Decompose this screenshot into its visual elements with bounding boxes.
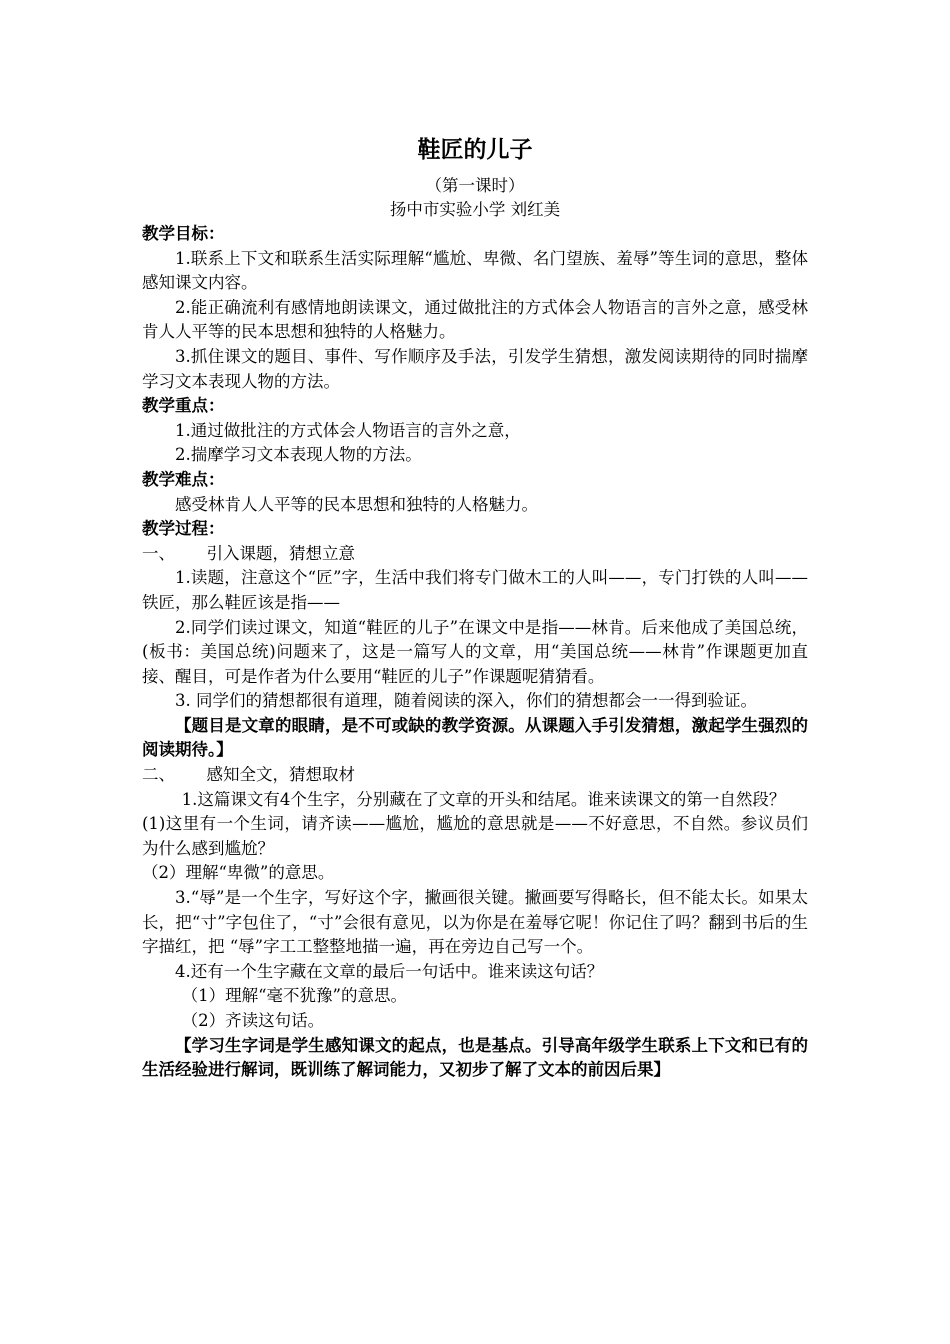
key-point-item: 2.揣摩学习文本表现人物的方法。	[175, 445, 422, 465]
teaching-note: 【学习生字词是学生感知课文的起点，也是基点。引导高年级学生联系上下文和已有的生活经验进行解词，既训练了解词能力，又初步了解了文本的前因后果】	[142, 1035, 808, 1080]
step-item: 2.同学们读过课文，知道“鞋匠的儿子”在课文中是指——林肯。后来他成了美国总统，(板书：美国总统)问题来了，这是一篇写人的文章，用“美国总统——林肯”作课题更加直接、醒目，可是作者为什么要用“鞋匠的儿子”作课题呢猜猜看。	[142, 617, 808, 686]
sub-step-item: （1）理解“毫不犹豫”的意思。	[181, 986, 407, 1006]
author-line: 扬中市实验小学 刘红美	[389, 200, 561, 219]
sub-step-item: （2）理解“卑微”的意思。	[142, 863, 335, 883]
document-title: 鞋匠的儿子	[417, 137, 533, 163]
step-item: 1.这篇课文有4个生字，分别藏在了文章的开头和结尾。谁来读课文的第一自然段？	[181, 789, 786, 809]
goal-item: 1.联系上下文和联系生活实际理解“尴尬、卑微、名门望族、羞辱”等生词的意思，整体感知课文内容。	[142, 248, 808, 293]
document-page	[142, 130, 808, 1083]
step-item: 3.“辱”是一个生字，写好这个字，撇画很关键。撇画要写得略长，但不能太长。如果太长，把“寸”字包住了，“寸”会很有意见，以为你是在羞辱它呢！你记住了吗？翻到书后的生字描红，把 “辱”字工工整整地描一遍，再在旁边自己写一个。	[142, 888, 808, 957]
sub-step-item: （2）齐读这句话。	[181, 1011, 325, 1030]
section-heading: 二、 感知全文，猜想取材	[142, 765, 355, 785]
goal-item: 3.抓住课文的题目、事件、写作顺序及手法，引发学生猜想，激发阅读期待的同时揣摩学习文本表现人物的方法。	[142, 346, 808, 391]
difficulty-text: 感受林肯人人平等的民本思想和独特的人格魅力。	[175, 494, 538, 514]
step-item: 4.还有一个生字藏在文章的最后一句话中。谁来读这句话？	[175, 961, 604, 981]
step-item: 3. 同学们的猜想都很有道理，随着阅读的深入，你们的猜想都会一一得到验证。	[175, 691, 757, 711]
lesson-period: （第一课时）	[425, 176, 525, 195]
section-heading: 一、 引入课题，猜想立意	[142, 543, 355, 563]
step-item: 1.读题，注意这个“匠”字，生活中我们将专门做木工的人叫——，专门打铁的人叫——铁匠，那么鞋匠该是指——	[142, 568, 808, 612]
key-point-item: 1.通过做批注的方式体会人物语言的言外之意，	[175, 420, 521, 440]
teaching-note: 【题目是文章的眼睛，是不可或缺的教学资源。从课题入手引发猜想，激起学生强烈的阅读期待。】	[142, 715, 808, 760]
sub-step-item: (1)这里有一个生词，请齐读——尴尬，尴尬的意思就是——不好意思，不自然。参议员们为什么感到尴尬？	[142, 814, 808, 858]
key-points-heading: 教学重点：	[142, 396, 225, 416]
process-heading: 教学过程：	[142, 519, 225, 539]
goals-heading: 教学目标：	[142, 224, 225, 243]
goal-item: 2.能正确流利有感情地朗读课文，通过做批注的方式体会人物语言的言外之意，感受林肯人人平等的民本思想和独特的人格魅力。	[142, 297, 808, 342]
difficulty-heading: 教学难点：	[142, 469, 225, 489]
